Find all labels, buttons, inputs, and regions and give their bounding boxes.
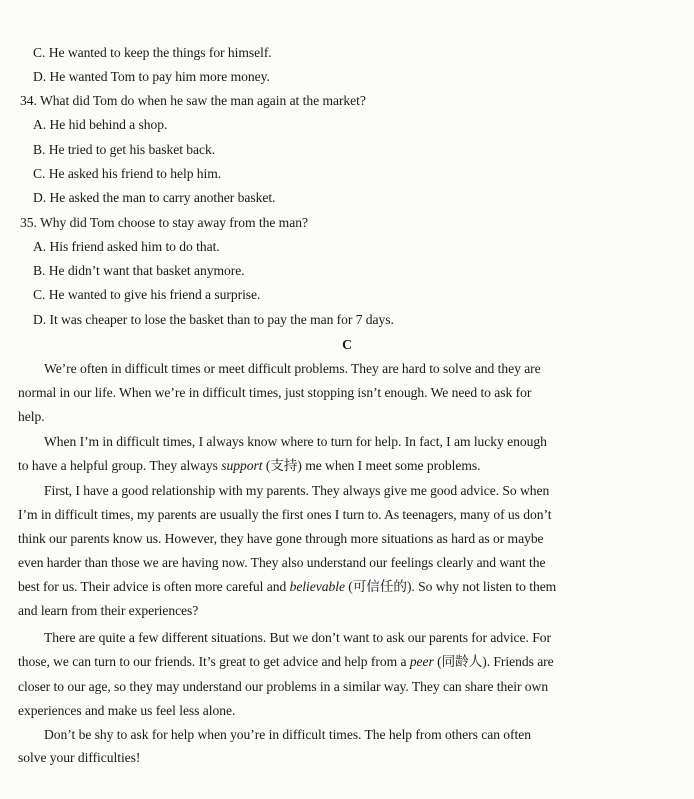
text-run: best for us. Their advice is often more careful and <box>18 579 290 594</box>
section-heading: C <box>342 337 352 352</box>
text-run: (可信任的). So why not listen to them <box>344 579 557 594</box>
italic-word: peer <box>409 654 434 669</box>
passage-line: help. <box>18 409 45 424</box>
passage-line: Don’t be shy to ask for help when you’re in difficult times. The help from others can often <box>44 727 531 742</box>
option-34-d: D. He asked the man to carry another basket. <box>33 190 276 205</box>
text-run: those, we can turn to our friends. It’s great to get advice and help from a <box>18 654 410 669</box>
option-35-b: B. He didn’t want that basket anymore. <box>33 263 245 278</box>
italic-word: support <box>221 458 263 473</box>
passage-line <box>18 578 556 596</box>
passage-line: even harder than those we are having now. They also understand our feelings clearly and want the <box>18 555 546 570</box>
passage-line: closer to our age, so they may understand our problems in a similar way. They can share their own <box>18 679 549 694</box>
text-run: (支持) me when I meet some problems. <box>262 458 481 473</box>
option-34-a: A. He hid behind a shop. <box>33 117 168 132</box>
option-34-c: C. He asked his friend to help him. <box>33 166 222 181</box>
option-33-d: D. He wanted Tom to pay him more money. <box>33 69 270 84</box>
passage-line: We’re often in difficult times or meet difficult problems. They are hard to solve and they are <box>44 361 541 376</box>
text-run: to have a helpful group. They always <box>18 458 222 473</box>
passage-line: and learn from their experiences? <box>18 603 199 618</box>
passage-line: First, I have a good relationship with my parents. They always give me good advice. So when <box>44 483 550 498</box>
passage-line <box>18 457 480 475</box>
option-35-a: A. His friend asked him to do that. <box>33 239 220 254</box>
passage-line: solve your difficulties! <box>18 750 141 765</box>
passage-line: experiences and make us feel less alone. <box>18 703 236 718</box>
passage-line: There are quite a few different situations. But we don’t want to ask our parents for advice. For <box>44 630 551 645</box>
option-34-b: B. He tried to get his basket back. <box>33 142 216 157</box>
passage-line: think our parents know us. However, they have gone through more situations as hard as or maybe <box>18 531 544 546</box>
passage-line: I’m in difficult times, my parents are usually the first ones I turn to. As teenagers, many of us don’t <box>18 507 552 522</box>
question-35: 35. Why did Tom choose to stay away from the man? <box>20 215 308 230</box>
passage-line: When I’m in difficult times, I always know where to turn for help. In fact, I am lucky enough <box>44 434 547 449</box>
text-run: (同龄人). Friends are <box>433 654 554 669</box>
question-34: 34. What did Tom do when he saw the man again at the market? <box>20 93 366 108</box>
passage-line <box>18 653 554 671</box>
option-33-c: C. He wanted to keep the things for himself. <box>33 45 272 60</box>
passage-line: normal in our life. When we’re in difficult times, just stopping isn’t enough. We need to ask for <box>18 385 532 400</box>
option-35-d: D. It was cheaper to lose the basket than to pay the man for 7 days. <box>33 312 394 327</box>
option-35-c: C. He wanted to give his friend a surprise. <box>33 287 261 302</box>
italic-word: believable <box>289 579 345 594</box>
